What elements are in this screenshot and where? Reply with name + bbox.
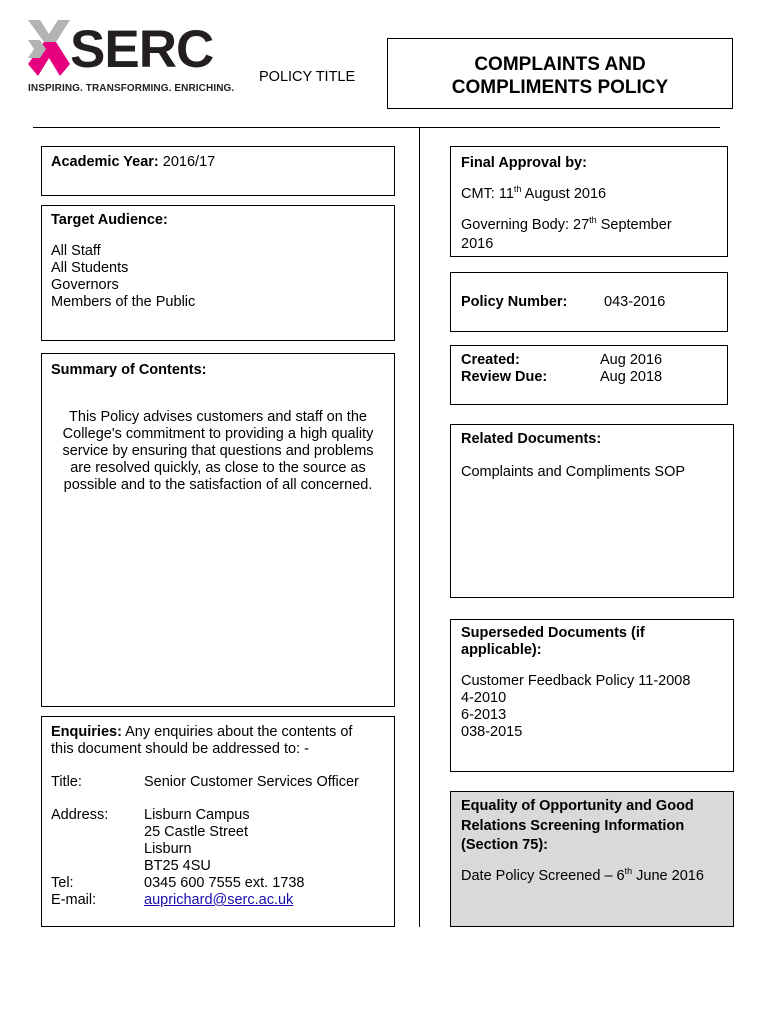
policy-title-line1: COMPLAINTS AND xyxy=(474,54,646,75)
superseded-documents-box xyxy=(450,619,734,772)
related-documents-box xyxy=(450,424,734,598)
related-document-item: Complaints and Compliments SOP xyxy=(461,464,686,480)
address-line: Lisburn xyxy=(144,841,192,857)
contact-tel-value: 0345 600 7555 ext. 1738 xyxy=(144,875,305,891)
superseded-item: 038-2015 xyxy=(461,724,523,740)
cmt-approval: CMT: 11th August 2016 xyxy=(461,184,607,202)
policy-number-value: 043-2016 xyxy=(604,294,666,310)
policy-title-box xyxy=(387,38,733,109)
created-value: Aug 2016 xyxy=(600,352,663,368)
academic-year-value: 2016/17 xyxy=(162,154,216,170)
governing-body-year: 2016 xyxy=(461,236,494,252)
superseded-item: 4-2010 xyxy=(461,690,507,706)
policy-number-box xyxy=(450,272,728,332)
audience-item: Governors xyxy=(51,277,119,293)
related-documents-label: Related Documents: xyxy=(461,431,602,447)
header-divider xyxy=(33,127,720,128)
contact-address xyxy=(144,807,250,875)
summary-line: are resolved quickly, as close to the source as xyxy=(70,460,366,476)
target-audience-box xyxy=(41,205,395,341)
equality-label: Equality of Opportunity and Good xyxy=(461,798,694,814)
address-line: BT25 4SU xyxy=(144,858,211,874)
policy-title-label: POLICY TITLE xyxy=(259,69,356,85)
summary-text xyxy=(51,409,385,494)
superseded-label: applicable): xyxy=(461,642,542,658)
superseded-item: 6-2013 xyxy=(461,707,507,723)
final-approval-box xyxy=(450,146,728,257)
serc-logo-icon xyxy=(26,18,72,80)
superseded-label: Superseded Documents (if xyxy=(461,625,645,641)
audience-item: Members of the Public xyxy=(51,294,196,310)
equality-screening-box xyxy=(450,791,734,927)
summary-box xyxy=(41,353,395,707)
contact-title-label: Title: xyxy=(51,774,82,790)
address-line: 25 Castle Street xyxy=(144,824,248,840)
column-divider xyxy=(419,127,420,927)
address-line: Lisburn Campus xyxy=(144,807,250,823)
superseded-item: Customer Feedback Policy 11-2008 xyxy=(461,673,691,689)
review-due-value: Aug 2018 xyxy=(600,369,663,385)
summary-label: Summary of Contents: xyxy=(51,362,207,378)
logo-tagline: INSPIRING. TRANSFORMING. ENRICHING. xyxy=(28,83,235,94)
policy-number-label: Policy Number: xyxy=(461,294,568,310)
equality-label: (Section 75): xyxy=(461,837,549,853)
logo-wordmark: SERC xyxy=(70,20,214,79)
audience-item: All Staff xyxy=(51,243,101,259)
summary-line: service by ensuring that questions and problems xyxy=(62,443,374,459)
enquiries-text: this document should be addressed to: - xyxy=(51,741,309,757)
contact-title-value: Senior Customer Services Officer xyxy=(144,774,359,790)
academic-year-label: Academic Year: xyxy=(51,154,159,170)
contact-tel-label: Tel: xyxy=(51,875,74,891)
created-label: Created: xyxy=(461,352,520,368)
enquiries-box xyxy=(41,716,395,927)
summary-line: This Policy advises customers and staff on the xyxy=(69,409,367,425)
summary-line: possible and to the satisfaction of all concerned. xyxy=(63,477,373,493)
date-policy-screened: Date Policy Screened – 6th June 2016 xyxy=(461,865,704,884)
academic-year-box xyxy=(41,146,395,196)
contact-address-label: Address: xyxy=(51,807,109,823)
final-approval-label: Final Approval by: xyxy=(461,155,587,171)
equality-label: Relations Screening Information xyxy=(461,817,685,834)
enquiries-text: Any enquiries about the contents of xyxy=(125,724,353,740)
review-due-label: Review Due: xyxy=(461,369,548,385)
target-audience-label: Target Audience: xyxy=(51,212,168,228)
contact-email-link[interactable]: auprichard@serc.ac.uk xyxy=(144,892,294,908)
governing-body-approval: Governing Body: 27th September xyxy=(461,215,672,233)
contact-email-label: E-mail: xyxy=(51,892,97,908)
audience-item: All Students xyxy=(51,260,129,276)
dates-box xyxy=(450,345,728,405)
summary-line: College's commitment to providing a high quality xyxy=(62,426,374,442)
enquiries-label: Enquiries: xyxy=(51,724,122,740)
policy-title-line2: COMPLIMENTS POLICY xyxy=(451,77,669,98)
